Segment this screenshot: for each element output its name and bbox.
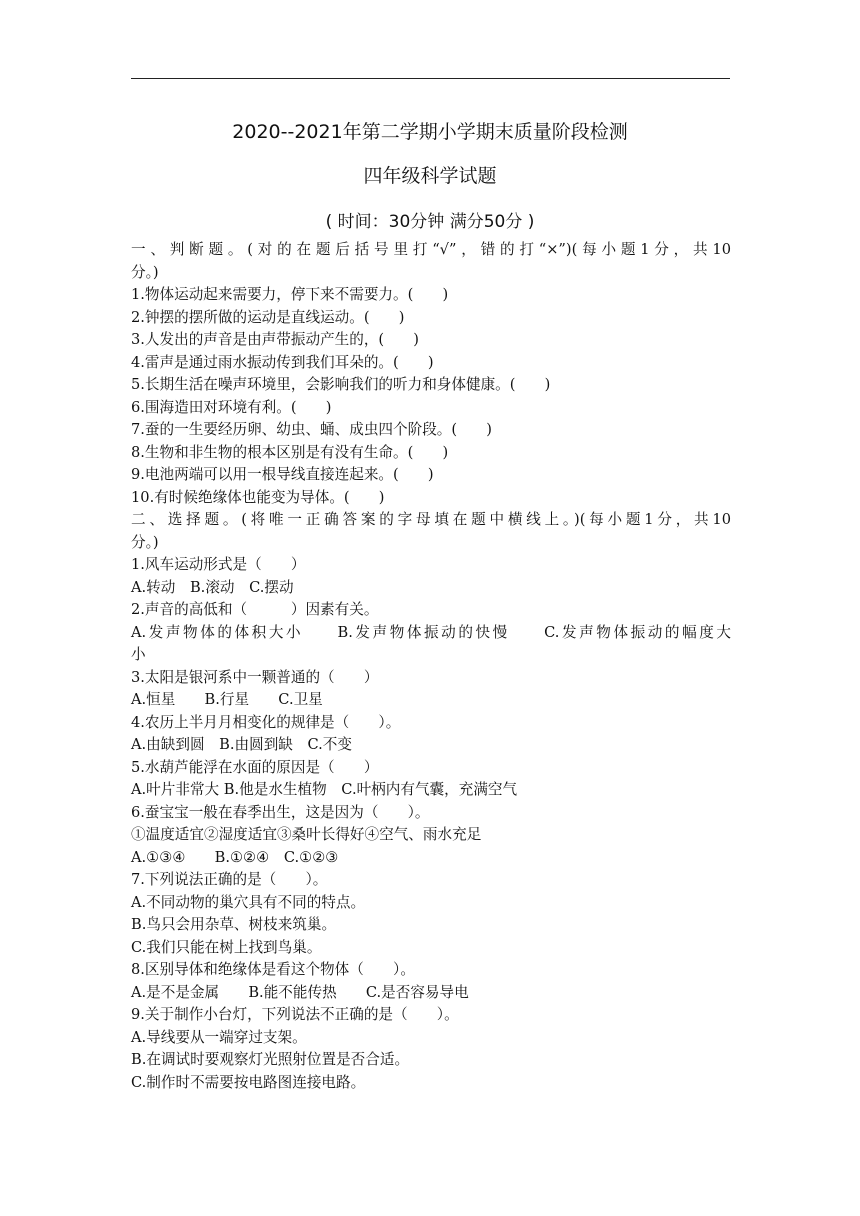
choice-options: A.是不是金属 B.能不能传热 C.是否容易导电 xyxy=(131,983,469,1001)
exam-time-info: ( 时间：30分钟 满分50分 ) xyxy=(325,212,535,232)
choice-question: 3.太阳是银河系中一颗普通的（ ） xyxy=(131,668,379,686)
section2-items xyxy=(131,554,731,1094)
section1-heading: 一、判断题。(对的在题后括号里打“√”，错的打“×”)(每小题1分，共10 xyxy=(131,241,731,258)
choice-question: 6.蚕宝宝一般在春季出生，这是因为（ ）。 xyxy=(131,803,430,821)
choice-options: A.转动 B.滚动 C.摆动 xyxy=(131,578,294,596)
choice-question: 7.下列说法正确的是（ ）。 xyxy=(131,871,328,888)
judge-item: 7.蚕的一生要经历卵、幼虫、蛹、成虫四个阶段。( ) xyxy=(131,421,492,438)
judge-item: 9.电池两端可以用一根导线直接连起来。( ) xyxy=(131,466,434,483)
choice-options: A.由缺到圆 B.由圆到缺 C.不变 xyxy=(131,736,352,753)
choice-question: 1.风车运动形式是（ ） xyxy=(131,556,306,573)
judge-item: 1.物体运动起来需要力，停下来不需要力。( ) xyxy=(131,286,449,303)
choice-question: 8.区别导体和绝缘体是看这个物体（ ）。 xyxy=(131,961,415,978)
choice-question: 4.农历上半月月相变化的规律是（ ）。 xyxy=(131,713,401,731)
judge-item: 6.围海造田对环境有利。( ) xyxy=(131,398,332,416)
choice-options: A.①③④ B.①②④ C.①②③ xyxy=(131,848,339,866)
judge-item: 2.钟摆的摆所做的运动是直线运动。( ) xyxy=(131,308,405,326)
choice-option: C.制作时不需要按电路图连接电路。 xyxy=(131,1073,366,1091)
judge-item: 4.雷声是通过雨水振动传到我们耳朵的。( ) xyxy=(131,353,434,371)
section1-items xyxy=(131,284,731,509)
choice-option: A.不同动物的巢穴具有不同的特点。 xyxy=(131,893,366,911)
judge-item: 3.人发出的声音是由声带振动产生的，( ) xyxy=(131,331,420,348)
judge-item: 5.长期生活在噪声环境里，会影响我们的听力和身体健康。( ) xyxy=(131,376,551,393)
choice-options-cont: 小 xyxy=(131,646,146,663)
judge-item: 10.有时候绝缘体也能变为导体。( ) xyxy=(131,488,385,506)
choice-option: B.在调试时要观察灯光照射位置是否合适。 xyxy=(131,1051,410,1068)
choice-question: 2.声音的高低和（ ）因素有关。 xyxy=(131,601,379,618)
exam-title: 2020--2021年第二学期小学期末质量阶段检测 xyxy=(232,121,628,143)
choice-options: A.叶片非常大 B.他是水生植物 C.叶柄内有气囊，充满空气 xyxy=(131,781,518,798)
choice-question: 5.水葫芦能浮在水面的原因是（ ） xyxy=(131,758,379,776)
section2-heading: 二、选择题。(将唯一正确答案的字母填在题中横线上。)(每小题1分，共10 xyxy=(131,511,731,528)
header-rule xyxy=(131,78,730,79)
choice-option: B.鸟只会用杂草、树枝来筑巢。 xyxy=(131,916,337,933)
choice-option: A.导线要从一端穿过支架。 xyxy=(131,1028,307,1046)
judge-item: 8.生物和非生物的根本区别是有没有生命。( ) xyxy=(131,443,449,461)
choice-option: C.我们只能在树上找到鸟巢。 xyxy=(131,938,322,956)
choice-options: A.恒星 B.行星 C.卫星 xyxy=(131,691,323,708)
exam-body xyxy=(131,239,731,1094)
section2-heading-cont: 分。) xyxy=(131,533,159,551)
choice-statements: ①温度适宜②湿度适宜③桑叶长得好④空气、雨水充足 xyxy=(131,826,482,843)
choice-question: 9.关于制作小台灯，下列说法不正确的是（ ）。 xyxy=(131,1006,459,1023)
section1-heading-cont: 分。) xyxy=(131,263,159,281)
choice-options: A.发声物体的体积大小 B.发声物体振动的快慢 C.发声物体振动的幅度大 xyxy=(131,623,731,641)
exam-subtitle: 四年级科学试题 xyxy=(363,165,497,187)
